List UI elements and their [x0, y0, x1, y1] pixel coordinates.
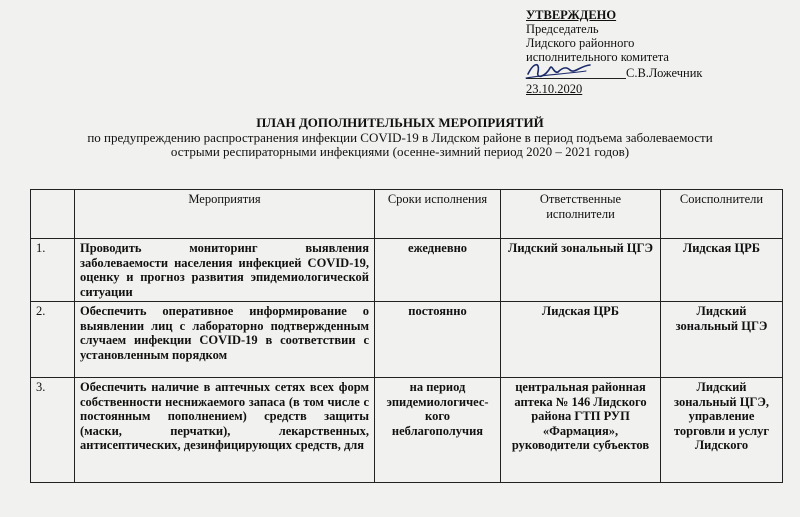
header-number — [31, 190, 75, 239]
header-coexecutors: Соисполнители — [661, 190, 783, 239]
signer-name: С.В.Ложечник — [626, 66, 703, 80]
approval-position-line1: Председатель — [526, 22, 599, 36]
row-responsible: Лидская ЦРБ — [501, 302, 661, 378]
document-subtitle-line2: острыми респираторными инфекциями (осенне-зимний период 2020 – 2021 годов) — [170, 144, 630, 159]
header-actions: Мероприятия — [75, 190, 375, 239]
table-row — [31, 302, 783, 378]
approval-block — [526, 8, 703, 96]
document-subtitle-line1: по предупреждению распространения инфекции COVID-19 в Лидском районе в период подъема заболеваемости — [87, 129, 713, 145]
approval-date: 23.10.2020 — [526, 82, 583, 96]
table-row — [31, 378, 783, 483]
approval-position-line3: исполнительного комитета — [526, 50, 669, 64]
row-coexecutors: Лидский зональный ЦГЭ, управление торговли и услуг Лидского — [661, 378, 783, 483]
row-term: ежедневно — [375, 239, 501, 302]
row-coexecutors: Лидская ЦРБ — [661, 239, 783, 302]
header-term: Сроки исполнения — [375, 190, 501, 239]
document-title-block — [0, 116, 800, 160]
approval-heading: УТВЕРЖДЕНО — [526, 8, 617, 22]
table-row — [31, 239, 783, 302]
document-title: ПЛАН ДОПОЛНИТЕЛЬНЫХ МЕРОПРИЯТИЙ — [256, 115, 544, 130]
table-header-row — [31, 190, 783, 239]
row-responsible: Лидский зональный ЦГЭ — [501, 239, 661, 302]
row-coexecutors: Лидский зональный ЦГЭ — [661, 302, 783, 378]
signature-line — [526, 66, 703, 82]
header-responsible: Ответственные исполнители — [501, 190, 661, 239]
approval-position-line2: Лидского районного — [526, 36, 635, 50]
measures-table — [30, 189, 783, 483]
row-action: Проводить мониторинг выявления заболеваемости населения инфекцией COVID-19, оценку и прогноз развития эпидемиологической ситуации — [75, 239, 375, 302]
row-number: 3. — [31, 378, 75, 483]
handwritten-signature — [524, 56, 594, 84]
row-action: Обеспечить оперативное информирование о выявлении лиц с лабораторно подтвержденным случаем инфекции COVID-19 в соответствии с установленным порядком — [75, 302, 375, 378]
row-number: 1. — [31, 239, 75, 302]
row-responsible: центральная районная аптека № 146 Лидского района ГТП РУП «Фармация», руководители субъектов — [501, 378, 661, 483]
row-action: Обеспечить наличие в аптечных сетях всех форм собственности неснижаемого запаса (в том числе с постоянным пополнением) средств защиты (маски, перчатки), лекарственных, антисептических, дезинфицирующих средств, для — [75, 378, 375, 483]
row-term: постоянно — [375, 302, 501, 378]
row-number: 2. — [31, 302, 75, 378]
row-term: на период эпидемиологичес-кого неблагополучия — [375, 378, 501, 483]
